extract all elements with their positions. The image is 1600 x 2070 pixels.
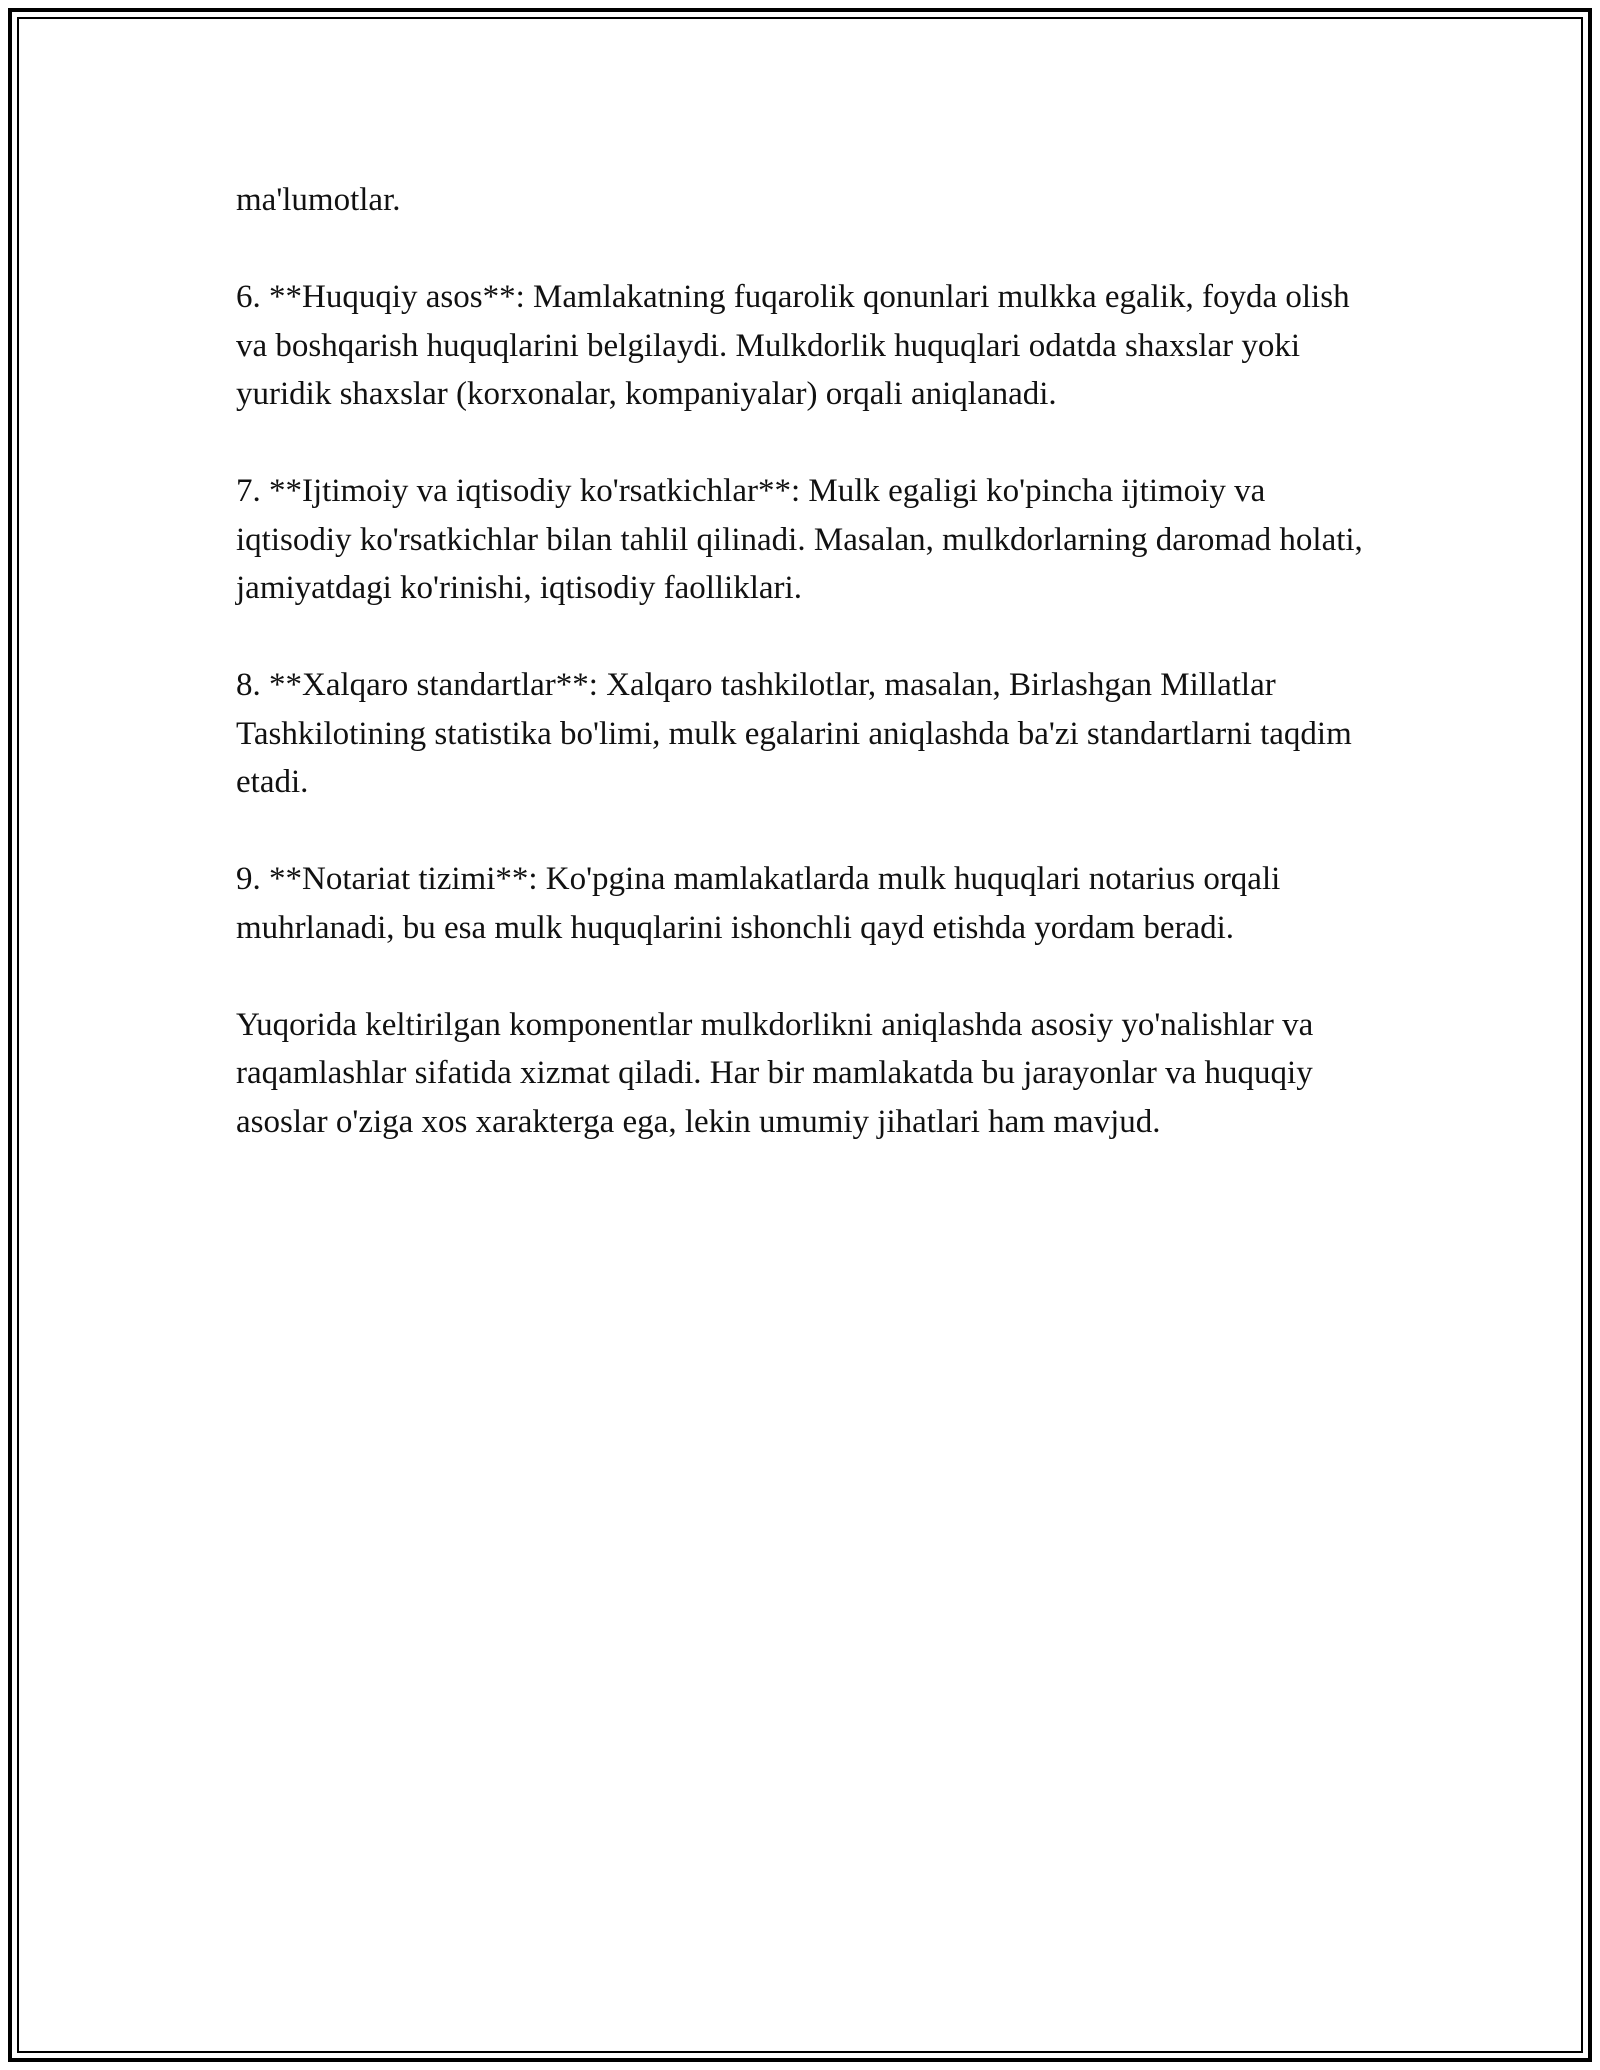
paragraph-item-7: 7. **Ijtimoiy va iqtisodiy ko'rsatkichlar**: Mulk egaligi ko'pincha ijtimoiy va iqtisodiy ko'rsatkichlar bilan tahlil qilinadi. Masalan, mulkdorlarning daromad holati, jamiyatdagi ko'rinishi, iqtisodiy faolliklari. <box>236 473 1363 606</box>
document-body <box>236 176 1366 1195</box>
paragraph-item-8: 8. **Xalqaro standartlar**: Xalqaro tashkilotlar, masalan, Birlashgan Millatlar Tashkilotining statistika bo'limi, mulk egalarini aniqlashda ba'zi standartlarni taqdim etadi. <box>236 667 1352 800</box>
paragraph-conclusion: Yuqorida keltirilgan komponentlar mulkdorlikni aniqlashda asosiy yo'nalishlar va raqamlashlar sifatida xizmat qiladi. Har bir mamlakatda bu jarayonlar va huquqiy asoslar o'ziga xos xarakterga ega, lekin umumiy jihatlari ham mavjud. <box>236 1006 1314 1140</box>
paragraph-continuation: ma'lumotlar. <box>236 182 401 218</box>
paragraph-item-6: 6. **Huquqiy asos**: Mamlakatning fuqarolik qonunlari mulkka egalik, foyda olish va boshqarish huquqlarini belgilaydi. Mulkdorlik huquqlari odatda shaxslar yoki yuridik shaxslar (korxonalar, kompaniyalar) orqali aniqlanadi. <box>236 279 1350 412</box>
paragraph-item-9: 9. **Notariat tizimi**: Ko'pgina mamlakatlarda mulk huquqlari notarius orqali muhrlanadi, bu esa mulk huquqlarini ishonchli qayd etishda yordam beradi. <box>236 861 1281 946</box>
